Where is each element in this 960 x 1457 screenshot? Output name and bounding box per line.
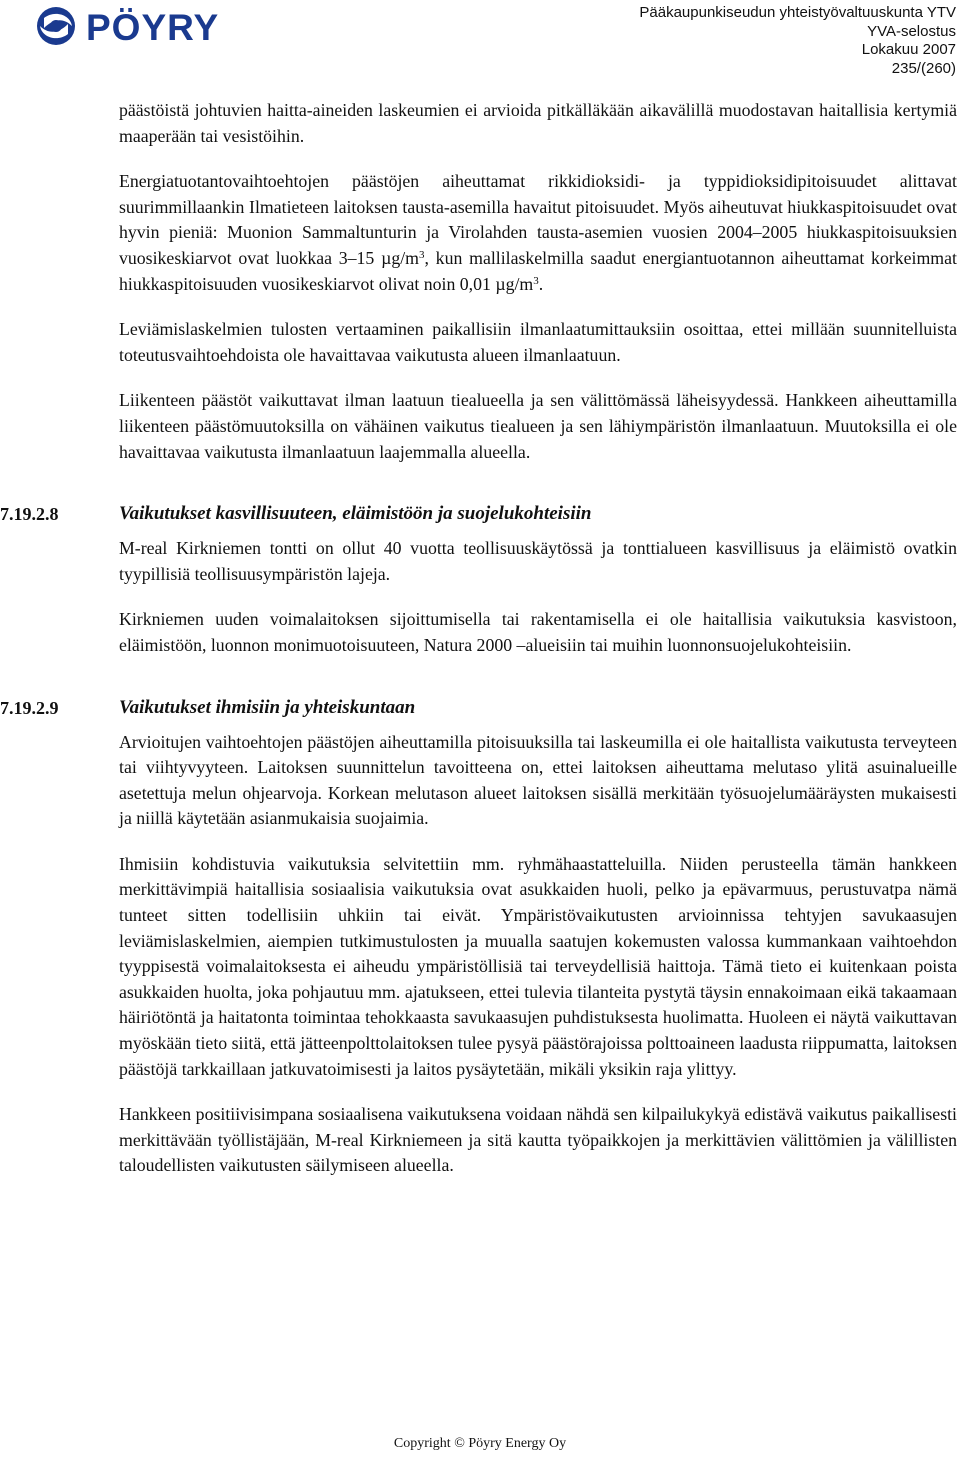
paragraph: M-real Kirkniemen tontti on ollut 40 vuotta teollisuuskäytössä ja tonttialueen kasvillisuus ja eläimistö ovatkin tyypillisiä teollisuusympäristön lajeja. [119,538,957,584]
header-meta [639,4,956,78]
paragraph [119,169,957,297]
superscript: 3 [418,248,425,261]
page-header [0,0,960,90]
paragraph: päästöistä johtuvien haitta-aineiden laskeumien ei arvioida pitkälläkään aikavälillä muodostavan haitallisia kertymiä maaperään tai vesistöihin. [119,100,957,146]
section-7-19-2-9 [0,695,957,1180]
client-name: Pääkaupunkiseudun yhteistyövaltuuskunta YTV [639,4,956,21]
paragraph-text: . [538,273,544,294]
paragraph-text: , kun mallilaskelmilla saadut energiantuotannon aiheuttamat korkeimmat hiukkaspitoisuuden vuosikeskiarvot olivat noin 0,01 µg/m [119,247,957,294]
logo-wordmark: PÖYRY [86,7,220,48]
section-title: Vaikutukset ihmisiin ja yhteiskuntaan [119,696,416,718]
document-body [0,98,957,1199]
page-footer: Copyright © Pöyry Energy Oy [393,1436,567,1451]
paragraph: Ihmisiin kohdistuvia vaikutuksia selvitettiin mm. ryhmähaastatteluilla. Niiden perusteella tämän hankkeen merkittävimpiä haitallisia sosiaalisia vaikutuksia ovat asukkaiden huoli, pelko ja epävarmuus, perustuvatpa nämä tunteet sitten todellisiin uhkiin tai eivät. Ympäristövaikutusten arvioinnissa tehtyjen savukaasujen leviämislaskelmien, aiempien tutkimustulosten ja muualla saatujen kokemusten valossa kummankaan vaihtoehdon tyyppisestä voimalaitoksesta ei aiheudu ympäristöllisiä tai terveydellisiä haittoja. Tämä tieto ei kuitenkaan poista asukkaiden huolta, joka pohjautuu mm. ajatukseen, ettei tulevia tilanteita pystytä täysin ennakoimaan eikä takaamaan häiriötöntä ja haitatonta toimintaa tehokkaasta savukaasujen puhdistuksesta huolimatta. Huoleen ei näytä vaikuttavan myöskään tieto siitä, että jätteenpolttolaitoksen tulee pysyä päästörajoissa polttoaineen laadusta riippumatta, laitoksen päästöjä tarkkaillaan jatkuvatoimisesti ja laitos pysäytetään, mikäli yksikin raja ylittyy. [119,853,957,1079]
superscript: 3 [533,274,539,287]
section-number: 7.19.2.8 [0,504,59,525]
poyry-logo-mark [34,4,284,48]
paragraph-text: Energiatuotantovaihtoehtojen päästöjen aiheuttamat rikkidioksidi- ja typpidioksidipitoisuudet alittavat suurimmillaankin Ilmatieteen laitoksen tausta-asemilla havaitut pitoisuudet. Myös aiheutuvat hiukkaspitoisuudet ovat hyvin pieniä: Muonion Sammaltunturin ja Virolahden tausta-asemien vuosien 2004–2005 hiukkaspitoisuuksien vuosikeskiarvot ovat luokkaa 3–15 µg/m [119,171,957,268]
paragraph: Hankkeen positiivisimpana sosiaalisena vaikutuksena voidaan nähdä sen kilpailukykyä edistävä vaikutus paikallisesti merkittävään työllistäjään, M-real Kirkniemeen ja sitä kautta työpaikkojen ja merkittävien välittömien ja välillisten taloudellisten vaikutusten säilymiseen alueella. [119,1104,957,1176]
section-7-19-2-8 [0,501,957,658]
document-date: Lokakuu 2007 [861,41,956,58]
section-title: Vaikutukset kasvillisuuteen, eläimistöön ja suojelukohteisiin [119,503,592,525]
paragraph: Arvioitujen vaihtoehtojen päästöjen aiheuttamilla pitoisuuksilla tai laskeumilla ei ole haitallista vaikutusta terveyteen tai viihtyvyyteen. Laitoksen suunnittelun tavoitteena on, ettei laitoksen aiheuttama melutaso ylitä asuinalueille asetettuja melun ohjearvoja. Korkean melutason alueet laitoksen sisällä merkitään työsuojelumääräysten mukaisesti ja niillä käytetään asianmukaisia suojaimia. [119,731,957,829]
paragraph: Leviämislaskelmien tulosten vertaaminen paikallisiin ilmanlaatumittauksiin osoittaa, ettei millään suunnitelluista toteutusvaihtoehdoista ole havaittavaa vaikutusta alueen ilmanlaatuun. [119,319,957,365]
poyry-logo [34,4,284,48]
page-number: 235/(260) [891,59,956,77]
paragraph: Liikenteen päästöt vaikuttavat ilman laatuun tiealueella ja sen välittömässä läheisyydessä. Hankkeen aiheuttamilla liikenteen päästömuutoksilla on vähäinen vaikutus tiealueen ja sen lähiympäristön ilmanlaatuun. Muutoksilla ei ole havaittavaa vaikutusta ilmanlaatuun laajemmalla alueella. [119,390,957,462]
section-number: 7.19.2.9 [0,697,59,718]
document-type: YVA-selostus [867,22,956,40]
paragraph: Kirkniemen uuden voimalaitoksen sijoittumisella tai rakentamisella ei ole haitallisia vaikutuksia kasvistoon, eläimistöön, luonnon monimuotoisuuteen, Natura 2000 –alueisiin tai muihin luonnonsuojelukohteisiin. [119,609,957,655]
